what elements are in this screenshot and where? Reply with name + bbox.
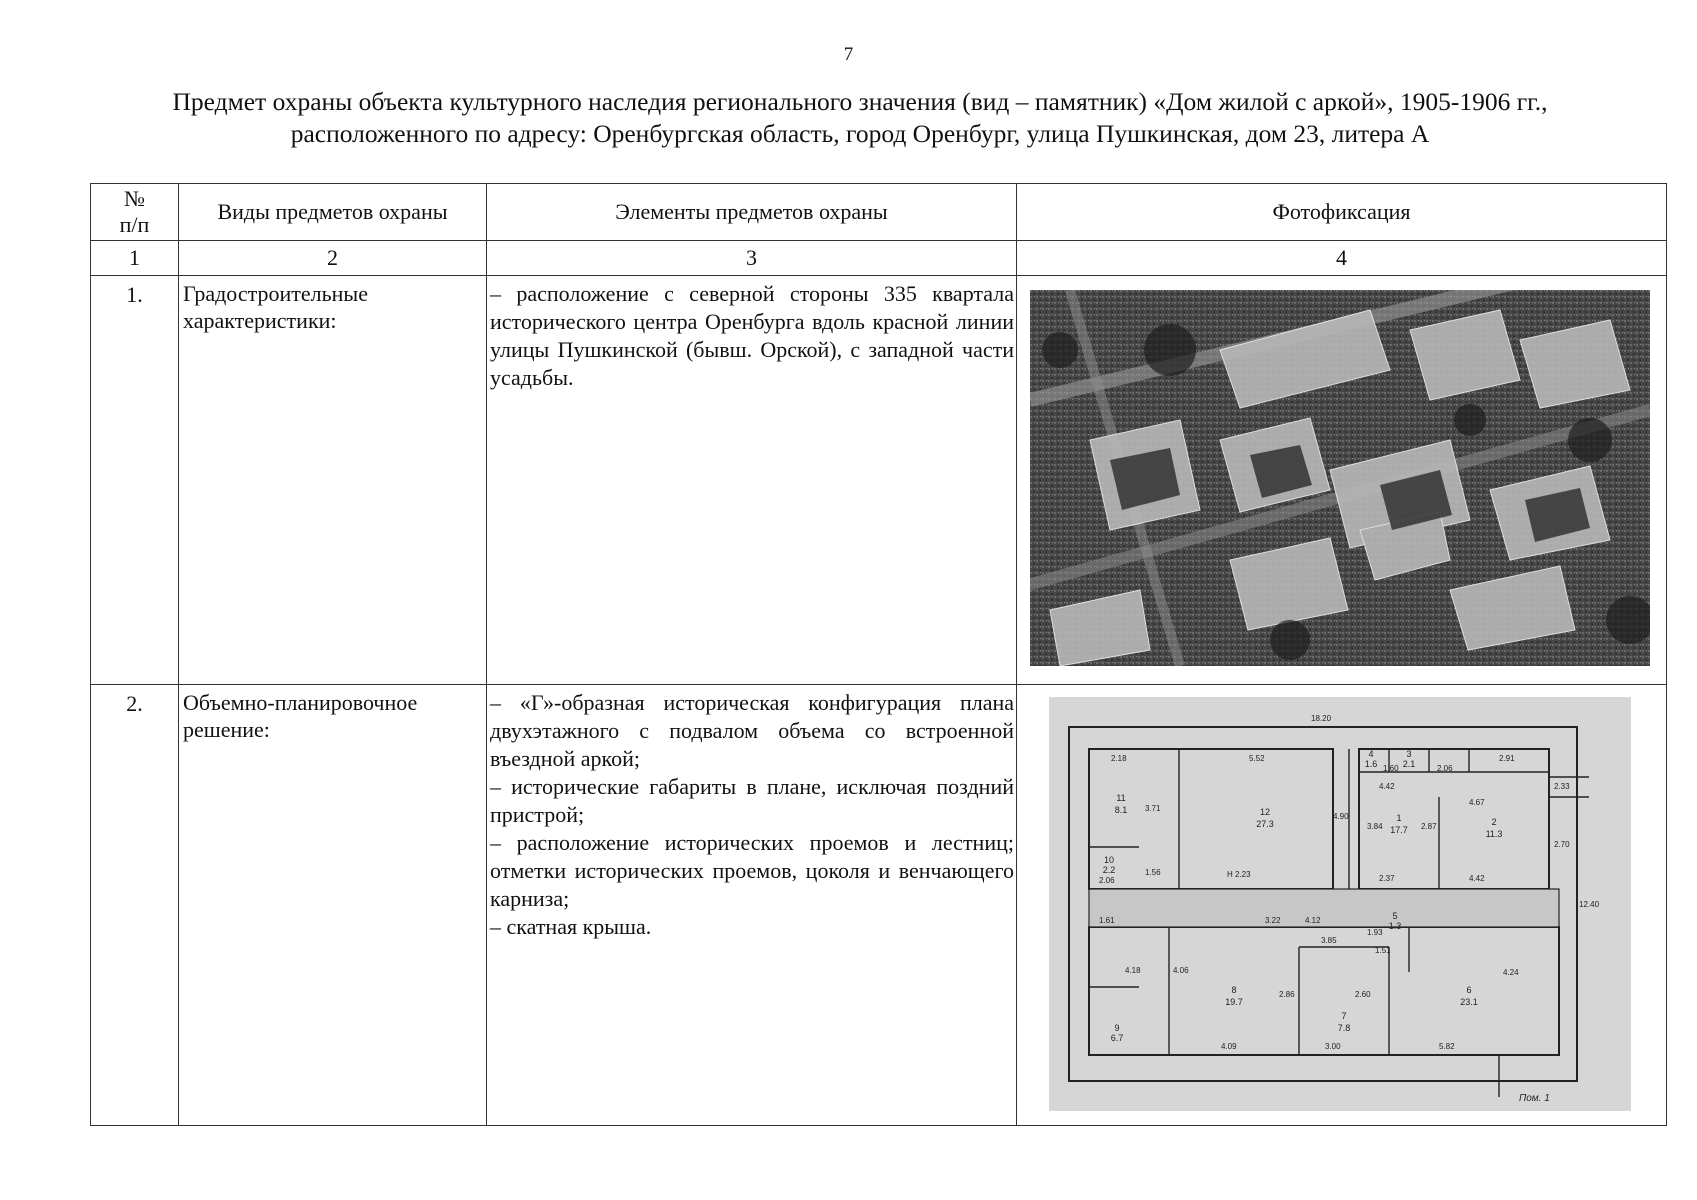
svg-text:2.87: 2.87 — [1421, 822, 1437, 831]
svg-text:7: 7 — [1341, 1011, 1347, 1021]
header-number-line2: п/п — [119, 212, 150, 237]
svg-text:9: 9 — [1114, 1023, 1120, 1033]
row-elements — [487, 685, 1017, 1126]
element-item: – расположение исторических проемов и лестниц; отметки исторических проемов, цоколя и венчающего карниза; — [490, 830, 1014, 911]
floor-plan — [1049, 697, 1631, 1111]
row-kind: Объемно-планировочное решение: — [179, 685, 487, 1126]
svg-text:4.09: 4.09 — [1221, 1042, 1237, 1051]
svg-text:6: 6 — [1466, 985, 1472, 995]
svg-text:1.56: 1.56 — [1145, 868, 1161, 877]
page-number: 7 — [843, 44, 854, 65]
row-kind: Градостроительные характеристики: — [179, 276, 487, 685]
svg-text:2.33: 2.33 — [1554, 782, 1570, 791]
svg-text:5: 5 — [1392, 911, 1398, 921]
svg-text:3.00: 3.00 — [1325, 1042, 1341, 1051]
svg-text:2.60: 2.60 — [1355, 990, 1371, 999]
svg-text:6.7: 6.7 — [1110, 1033, 1124, 1043]
protection-table — [90, 183, 1667, 1126]
svg-text:5.52: 5.52 — [1249, 754, 1265, 763]
aerial-photo-image — [1030, 290, 1650, 666]
svg-text:2.18: 2.18 — [1111, 754, 1127, 763]
svg-text:4.24: 4.24 — [1503, 968, 1519, 977]
header-number — [91, 184, 179, 241]
svg-text:7.8: 7.8 — [1337, 1023, 1351, 1033]
svg-text:3.85: 3.85 — [1321, 936, 1337, 945]
svg-text:1: 1 — [1396, 813, 1402, 823]
svg-text:3.22: 3.22 — [1265, 916, 1281, 925]
svg-text:1.3: 1.3 — [1388, 921, 1402, 931]
svg-text:3.71: 3.71 — [1145, 804, 1161, 813]
svg-text:8.1: 8.1 — [1114, 805, 1128, 815]
header-kinds: Виды предметов охраны — [179, 184, 487, 241]
svg-text:10: 10 — [1103, 855, 1115, 865]
svg-text:23.1: 23.1 — [1460, 997, 1478, 1007]
element-item: – расположение с северной стороны 335 квартала исторического центра Оренбурга вдоль красной линии улицы Пушкинской (бывш. Орской), с западной части усадьбы. — [490, 281, 1014, 390]
title-line-1: Предмет охраны объекта культурного наследия регионального значения (вид – памятник) «Дом жилой с аркой», 1905-1906 гг., — [172, 87, 1548, 116]
row-photo — [1017, 685, 1667, 1126]
element-item: – исторические габариты в плане, исключая поздний пристрой; — [490, 774, 1014, 827]
row-number: 1. — [91, 276, 179, 685]
svg-text:1.60: 1.60 — [1383, 764, 1399, 773]
svg-text:3: 3 — [1406, 749, 1412, 759]
svg-text:4.67: 4.67 — [1469, 798, 1485, 807]
svg-text:11: 11 — [1116, 793, 1126, 803]
element-item: – скатная крыша. — [490, 914, 652, 939]
column-number-2: 2 — [179, 241, 487, 276]
row-elements — [487, 276, 1017, 685]
floor-plan-drawing — [1049, 697, 1631, 1111]
svg-text:4.12: 4.12 — [1305, 916, 1321, 925]
svg-text:27.3: 27.3 — [1256, 819, 1274, 829]
svg-text:4: 4 — [1368, 749, 1374, 759]
aerial-photo — [1030, 290, 1650, 666]
svg-text:17.7: 17.7 — [1390, 825, 1408, 835]
svg-text:4.90: 4.90 — [1333, 812, 1349, 821]
element-item: – «Г»-образная историческая конфигурация плана двухэтажного с подвалом объема со встроенной въездной аркой; — [490, 690, 1014, 771]
svg-text:2.86: 2.86 — [1279, 990, 1295, 999]
plan-note: Пом. 1 — [1519, 1093, 1550, 1104]
table-row — [91, 685, 1667, 1126]
svg-text:18.20: 18.20 — [1311, 714, 1332, 723]
svg-text:12: 12 — [1259, 807, 1271, 817]
header-number-line1: № — [124, 186, 145, 211]
svg-text:2.70: 2.70 — [1554, 840, 1570, 849]
title-line-2: расположенного по адресу: Оренбургская область, город Оренбург, улица Пушкинская, дом 23, литера А — [290, 119, 1430, 148]
page-title — [60, 86, 1660, 150]
header-photo: Фотофиксация — [1017, 184, 1667, 241]
svg-text:3.84: 3.84 — [1367, 822, 1383, 831]
svg-text:4.06: 4.06 — [1173, 966, 1189, 975]
svg-text:2: 2 — [1491, 817, 1497, 827]
svg-text:12.40: 12.40 — [1579, 900, 1600, 909]
column-number-3: 3 — [487, 241, 1017, 276]
svg-text:4.42: 4.42 — [1379, 782, 1395, 791]
column-number-1: 1 — [91, 241, 179, 276]
row-photo — [1017, 276, 1667, 685]
svg-text:4.18: 4.18 — [1125, 966, 1141, 975]
svg-text:2.1: 2.1 — [1402, 759, 1416, 769]
table-row — [91, 276, 1667, 685]
header-elements: Элементы предметов охраны — [487, 184, 1017, 241]
row-number: 2. — [91, 685, 179, 1126]
svg-text:2.37: 2.37 — [1379, 874, 1395, 883]
svg-text:8: 8 — [1231, 985, 1237, 995]
svg-text:1.93: 1.93 — [1367, 928, 1383, 937]
svg-text:2.06: 2.06 — [1437, 764, 1453, 773]
svg-text:5.82: 5.82 — [1439, 1042, 1455, 1051]
svg-text:1.51: 1.51 — [1375, 946, 1391, 955]
svg-text:1.6: 1.6 — [1364, 759, 1378, 769]
svg-text:2.2: 2.2 — [1102, 865, 1116, 875]
svg-text:2.06: 2.06 — [1099, 876, 1115, 885]
svg-text:11.3: 11.3 — [1485, 829, 1503, 839]
svg-text:2.91: 2.91 — [1499, 754, 1515, 763]
column-number-4: 4 — [1017, 241, 1667, 276]
svg-text:Н 2.23: Н 2.23 — [1227, 870, 1251, 879]
svg-text:1.61: 1.61 — [1099, 916, 1115, 925]
svg-text:19.7: 19.7 — [1225, 997, 1243, 1007]
svg-text:4.42: 4.42 — [1469, 874, 1485, 883]
